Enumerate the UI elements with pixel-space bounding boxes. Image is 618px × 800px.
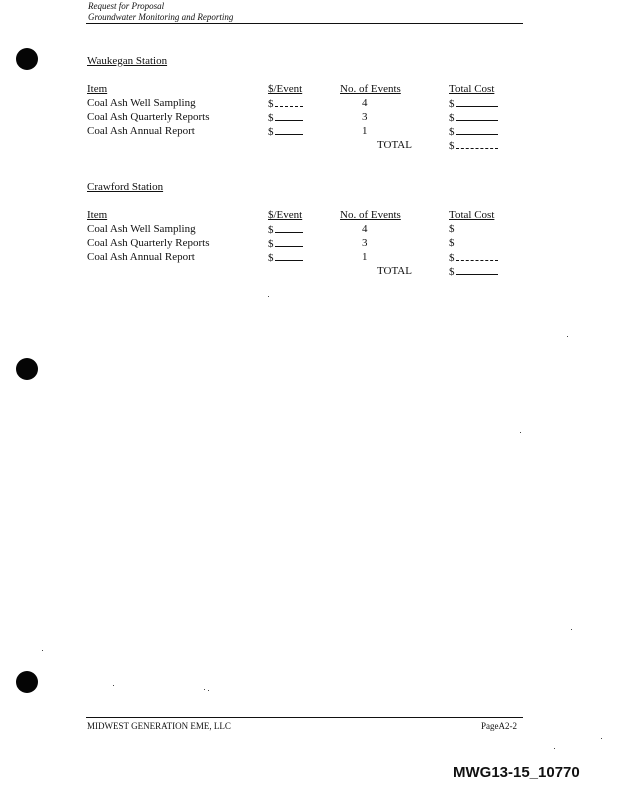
column-header-events: No. of Events [340, 209, 401, 221]
row-item: Coal Ash Well Sampling [87, 223, 196, 235]
column-header-events: No. of Events [340, 83, 401, 95]
section-title: Waukegan Station [87, 55, 168, 67]
dollar-sign: $ [268, 126, 274, 138]
column-header-price: $/Event [268, 209, 303, 221]
row-price [268, 97, 303, 111]
row-price [268, 223, 303, 237]
column-header-item: Item [87, 83, 108, 95]
price-blank [275, 111, 303, 121]
dollar-sign: $ [268, 98, 274, 110]
price-blank [275, 97, 303, 107]
row-total: $ [449, 223, 455, 235]
row-item: Coal Ash Quarterly Reports [87, 111, 210, 123]
row-events: 1 [362, 125, 368, 137]
row-item: Coal Ash Annual Report [87, 251, 195, 263]
price-blank [275, 125, 303, 135]
scan-speck [113, 685, 114, 686]
bates-stamp: MWG13-15_10770 [453, 764, 580, 781]
row-events: 3 [362, 111, 368, 123]
row-total [449, 97, 498, 111]
dollar-sign: $ [268, 252, 274, 264]
row-events: 4 [362, 97, 368, 109]
price-blank [275, 223, 303, 233]
total-blank [456, 265, 498, 275]
dollar-sign: $ [268, 224, 274, 236]
total-blank [456, 139, 498, 149]
row-total [449, 125, 498, 139]
dollar-sign: $ [268, 238, 274, 250]
row-price [268, 111, 303, 125]
header-line-1: Request for Proposal [88, 1, 165, 11]
scan-speck [571, 629, 572, 630]
row-total: $ [449, 237, 455, 249]
total-label: TOTAL [377, 265, 412, 277]
footer-rule [86, 717, 523, 718]
scan-speck [601, 738, 602, 739]
scan-speck [204, 689, 205, 690]
column-header-total: Total Cost [449, 209, 495, 221]
row-price [268, 125, 303, 139]
binder-hole-middle [16, 358, 38, 380]
footer-company: MIDWEST GENERATION EME, LLC [87, 721, 231, 731]
price-blank [275, 251, 303, 261]
row-events: 1 [362, 251, 368, 263]
header-rule [86, 23, 523, 24]
row-total [449, 251, 498, 265]
scan-speck [268, 296, 269, 297]
section-title: Crawford Station [87, 181, 164, 193]
dollar-sign: $ [449, 140, 455, 152]
dollar-sign: $ [449, 252, 455, 264]
column-header-price: $/Event [268, 83, 303, 95]
column-header-item: Item [87, 209, 108, 221]
row-item: Coal Ash Annual Report [87, 125, 195, 137]
dollar-sign: $ [449, 266, 455, 278]
row-price [268, 237, 303, 251]
row-price [268, 251, 303, 265]
binder-hole-bottom [16, 671, 38, 693]
header-line-2: Groundwater Monitoring and Reporting [88, 12, 234, 22]
price-blank [275, 237, 303, 247]
dollar-sign: $ [449, 112, 455, 124]
total-blank [456, 125, 498, 135]
scan-speck [520, 432, 521, 433]
column-header-total: Total Cost [449, 83, 495, 95]
total-value [449, 139, 498, 153]
scan-speck [42, 650, 43, 651]
total-value [449, 265, 498, 279]
row-item: Coal Ash Quarterly Reports [87, 237, 210, 249]
row-events: 3 [362, 237, 368, 249]
scan-speck [554, 748, 555, 749]
total-blank [456, 97, 498, 107]
total-blank [456, 251, 498, 261]
row-total [449, 111, 498, 125]
dollar-sign: $ [268, 112, 274, 124]
total-blank [456, 111, 498, 121]
dollar-sign: $ [449, 126, 455, 138]
row-item: Coal Ash Well Sampling [87, 97, 196, 109]
scan-speck [208, 690, 209, 691]
binder-hole-top [16, 48, 38, 70]
footer-page-number: PageA2-2 [481, 721, 517, 731]
dollar-sign: $ [449, 98, 455, 110]
total-label: TOTAL [377, 139, 412, 151]
scan-speck [567, 336, 568, 337]
row-events: 4 [362, 223, 368, 235]
